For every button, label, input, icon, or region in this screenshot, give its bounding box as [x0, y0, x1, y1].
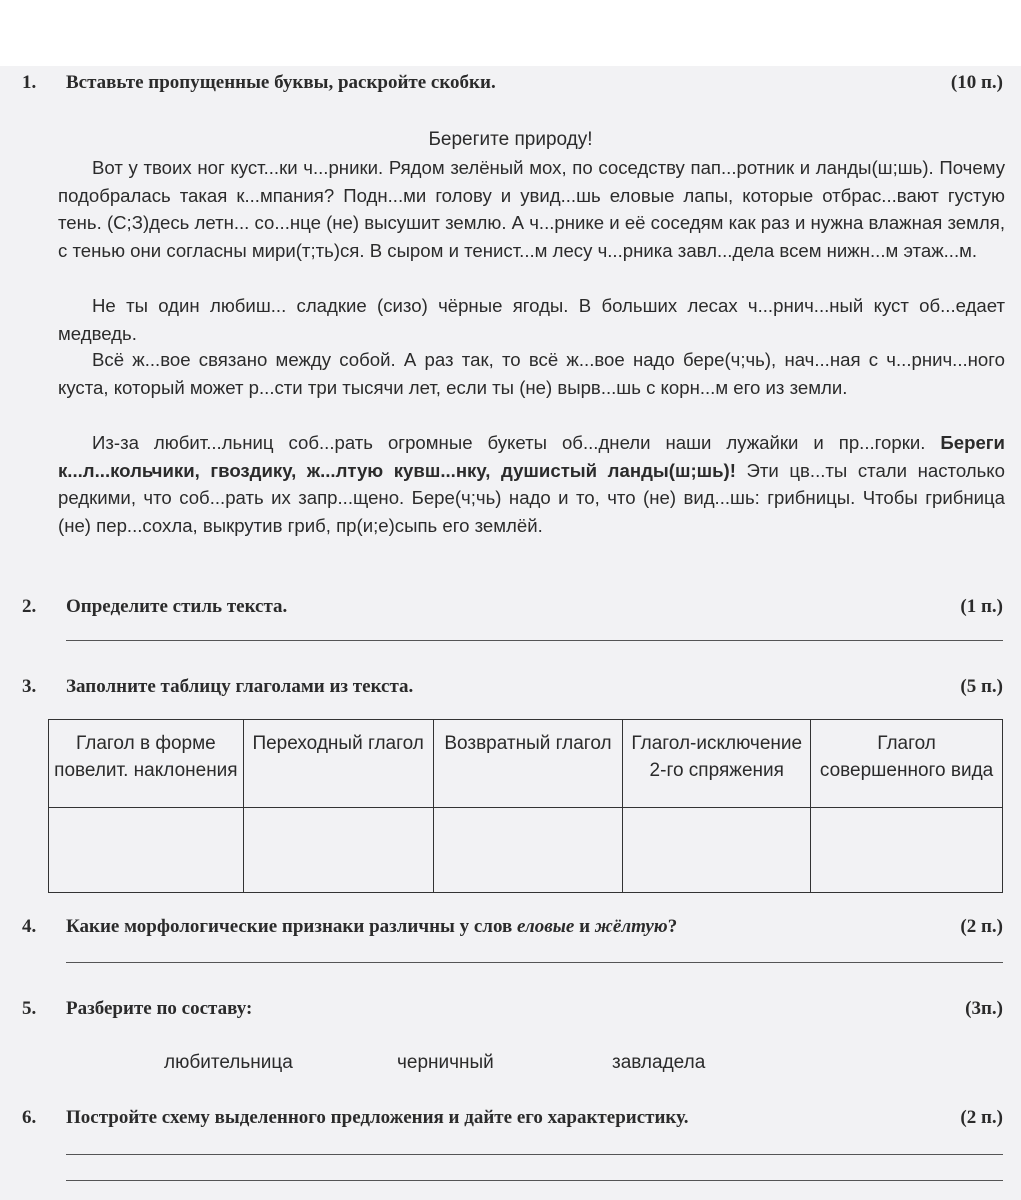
answer-cell-transitive[interactable] — [243, 808, 433, 893]
task-5-points: (3п.) — [965, 998, 1003, 1019]
word-elovye: еловые — [517, 916, 575, 937]
word-zheltuyu: жёлтую — [594, 916, 668, 937]
task-3-header — [22, 676, 1003, 698]
text-paragraph-3: Всё ж...вое связано между собой. А раз так, то всё ж...вое надо бере(ч;чь), нач...ная с ч...рнич...ного куста, который может р...сти три тысячи лет, если ты (не) выpв...шь с корн...м его из земли. — [58, 349, 1005, 398]
task-4-number: 4. — [22, 916, 37, 937]
task-4-question-end: ? — [667, 916, 678, 937]
text-paragraph-1: Вот у твоих ног куст...ки ч...рники. Рядом зелёный мох, по соседству пап...ротник и ланды(ш;шь). Почему подобралась такая к...мпания? Подн...ми голову и увид...шь еловые лапы, которые отбрас...вают густую тень. (С;З)десь летн... со...нце (не) высушит землю. А ч...рнике и её соседям как раз и нужна влажная земля, с тенью они согласны мири(т;ть)ся. В сыром и тенист...м лесу ч...рника завл...дела всем нижн...м этаж...м. — [58, 157, 1005, 261]
task-4-question — [66, 916, 960, 938]
table-header-row — [49, 720, 1003, 808]
table-answer-row — [49, 808, 1003, 893]
task-5-question: Разберите по составу: — [66, 998, 253, 1019]
header-reflexive: Возвратный глагол — [433, 720, 623, 808]
morph-words — [0, 1052, 1021, 1082]
header-transitive: Переходный глагол — [243, 720, 433, 808]
task-1-header — [22, 72, 1003, 94]
task-5-number: 5. — [22, 998, 37, 1019]
task-6-answer-line-2[interactable] — [66, 1180, 1003, 1181]
task-3-points: (5 п.) — [960, 676, 1003, 697]
header-perfective: Глагол совершенного вида — [811, 720, 1003, 808]
answer-cell-exception[interactable] — [623, 808, 811, 893]
task-6-answer-line-1[interactable] — [66, 1154, 1003, 1155]
task-3-number: 3. — [22, 676, 37, 697]
task-4-and: и — [574, 916, 595, 937]
verbs-table — [48, 719, 1003, 893]
task-2-header — [22, 596, 1003, 618]
text-paragraph-2: Не ты один любиш... сладкие (сизо) чёрные ягоды. В больших лесах ч...рнич...ный куст об...едает медведь. — [58, 295, 1005, 344]
word-zavladela: завладела — [612, 1052, 706, 1073]
task-6-question: Постройте схему выделенного предложения и дайте его характеристику. — [66, 1107, 689, 1128]
answer-cell-imperative[interactable] — [49, 808, 244, 893]
task-2-points: (1 п.) — [960, 596, 1003, 617]
task-5-header — [22, 998, 1003, 1020]
task-2-question: Определите стиль текста. — [66, 596, 288, 617]
task-2-answer-line[interactable] — [66, 640, 1003, 641]
header-exception: Глагол-исключение 2-го спряжения — [623, 720, 811, 808]
answer-cell-reflexive[interactable] — [433, 808, 623, 893]
paragraph-4-start: Из-за любит...льниц соб...рать огромные букеты об...днели наши лужайки и пр...горки. — [92, 432, 941, 453]
task-4-question-start: Какие морфологические признаки различны у слов — [66, 916, 518, 937]
task-4-answer-line[interactable] — [66, 962, 1003, 963]
task-4-header — [22, 916, 1003, 938]
header-imperative: Глагол в форме повелит. наклонения — [49, 720, 244, 808]
text-title: Берегите природу! — [428, 129, 593, 150]
answer-cell-perfective[interactable] — [811, 808, 1003, 893]
highlighted-sentence: Береги к...л...кольчики, гвоздику, ж...лтую кувш...нку, душистый ланды(ш;шь)! — [58, 432, 1005, 481]
word-chernichny: черничный — [397, 1052, 494, 1073]
task-1-question: Вставьте пропущенные буквы, раскройте скобки. — [66, 72, 496, 93]
text-paragraph-4 — [58, 429, 1005, 539]
task-1-number: 1. — [22, 72, 37, 93]
task-6-number: 6. — [22, 1107, 37, 1128]
task-6-header — [22, 1107, 1003, 1129]
paragraph-4-end: Эти цв...ты стали настолько редкими, что соб...рать их запр...щено. Бере(ч;чь) надо и то, что (не) вид...шь: грибницы. Чтобы грибница (не) пер...сохла, выкрутив гриб, пр(и;е)сыпь его землёй. — [58, 459, 1005, 536]
task-4-points: (2 п.) — [960, 916, 1003, 937]
task-2-number: 2. — [22, 596, 37, 617]
task-1-points: (10 п.) — [950, 72, 1003, 93]
task-6-points: (2 п.) — [960, 1107, 1003, 1128]
word-lyubitelnitsa: любительница — [164, 1052, 293, 1073]
task-3-question: Заполните таблицу глаголами из текста. — [66, 676, 414, 697]
